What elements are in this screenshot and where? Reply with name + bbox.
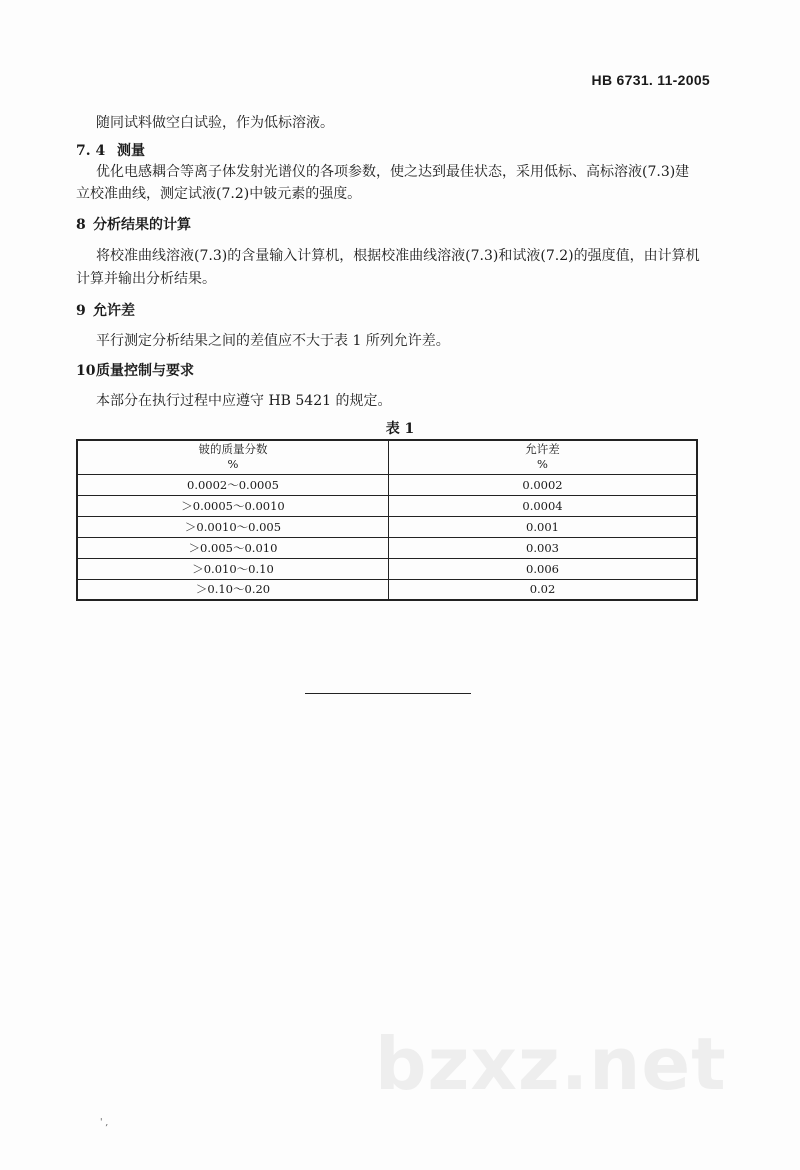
paragraph-line: 将校准曲线溶液(7.3)的含量输入计算机，根据校准曲线溶液(7.3)和试液(7.2)的强度值，由计算机 bbox=[96, 248, 700, 264]
table-row bbox=[77, 579, 697, 600]
section-title: 允许差 bbox=[93, 303, 135, 319]
header-tolerance bbox=[389, 440, 698, 474]
tolerance-table bbox=[76, 439, 698, 601]
section-number: 7. 4 bbox=[76, 143, 106, 159]
paragraph-line: 优化电感耦合等离子体发射光谱仪的各项参数，使之达到最佳状态，采用低标、高标溶液(7.3)建 bbox=[96, 164, 690, 180]
section-number: 10 bbox=[76, 363, 96, 379]
table-row bbox=[77, 537, 697, 558]
header-label: 允许差 bbox=[525, 442, 560, 457]
paragraph-line: 随同试料做空白试验，作为低标溶液。 bbox=[96, 115, 334, 131]
section-title: 分析结果的计算 bbox=[93, 217, 191, 233]
header-mass-fraction bbox=[77, 440, 389, 474]
cell-tolerance: 0.001 bbox=[389, 516, 698, 537]
paragraph-line: 计算并输出分析结果。 bbox=[76, 271, 216, 287]
header-unit: % bbox=[227, 457, 239, 472]
end-of-document-rule bbox=[305, 693, 471, 694]
section-title: 质量控制与要求 bbox=[96, 363, 194, 379]
table-header-row bbox=[77, 440, 697, 474]
section-heading-10 bbox=[76, 360, 194, 380]
table-row bbox=[77, 558, 697, 579]
cell-tolerance: 0.006 bbox=[389, 558, 698, 579]
table-row bbox=[77, 516, 697, 537]
cell-range: ＞0.005～0.010 bbox=[77, 537, 389, 558]
section-number: 8 bbox=[76, 217, 86, 233]
header-label: 铍的质量分数 bbox=[198, 442, 268, 457]
watermark: bzxz.net bbox=[375, 1022, 727, 1106]
cell-tolerance: 0.0002 bbox=[389, 474, 698, 495]
paragraph-line: 平行测定分析结果之间的差值应不大于表 1 所列允许差。 bbox=[96, 333, 450, 349]
cell-range: ＞0.10～0.20 bbox=[77, 579, 389, 600]
cell-range: ＞0.0005～0.0010 bbox=[77, 495, 389, 516]
header-unit: % bbox=[537, 457, 548, 472]
section-heading-8 bbox=[76, 214, 191, 234]
cell-tolerance: 0.02 bbox=[389, 579, 698, 600]
scan-mark: ' , bbox=[100, 1118, 109, 1128]
cell-range: ＞0.010～0.10 bbox=[77, 558, 389, 579]
cell-range: ＞0.0010～0.005 bbox=[77, 516, 389, 537]
section-heading-7-4 bbox=[76, 140, 145, 160]
table-row bbox=[77, 474, 697, 495]
paragraph-line: 本部分在执行过程中应遵守 HB 5421 的规定。 bbox=[96, 393, 392, 409]
cell-range: 0.0002～0.0005 bbox=[77, 474, 389, 495]
paragraph-line: 立校准曲线，测定试液(7.2)中铍元素的强度。 bbox=[76, 186, 362, 202]
table-row bbox=[77, 495, 697, 516]
cell-tolerance: 0.003 bbox=[389, 537, 698, 558]
cell-tolerance: 0.0004 bbox=[389, 495, 698, 516]
table-caption: 表 1 bbox=[385, 421, 415, 437]
section-number: 9 bbox=[76, 303, 86, 319]
section-title: 测量 bbox=[117, 143, 145, 159]
section-heading-9 bbox=[76, 300, 135, 320]
standard-code: HB 6731. 11-2005 bbox=[591, 72, 710, 88]
